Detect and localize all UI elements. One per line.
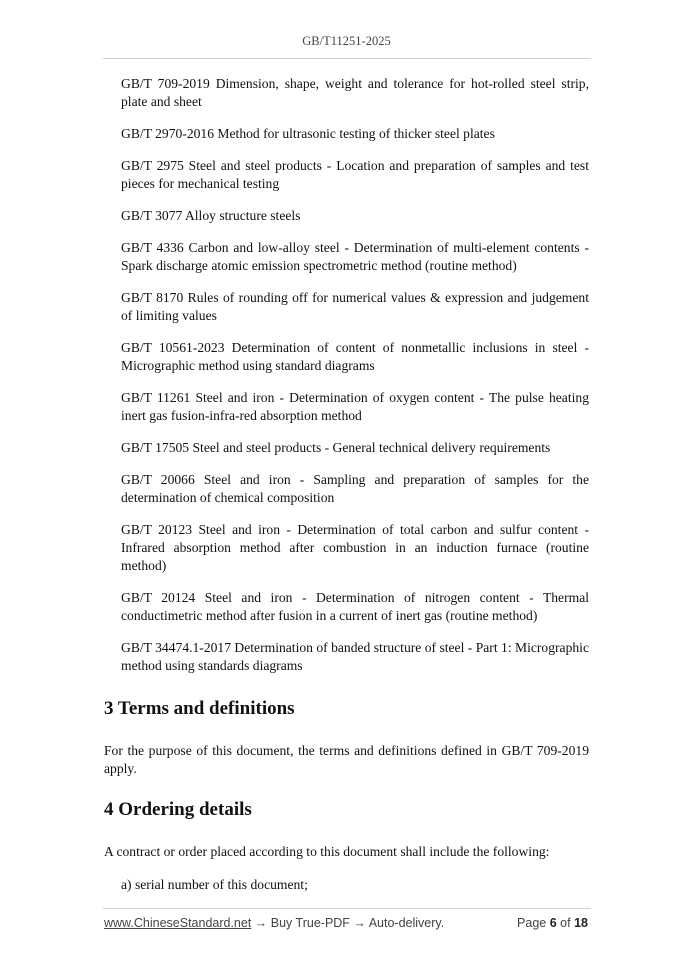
page-footer (104, 916, 588, 930)
reference-item: GB/T 709-2019 Dimension, shape, weight and tolerance for hot-rolled steel strip, plate and sheet (121, 76, 589, 109)
ordering-item-a: a) serial number of this document; (121, 877, 308, 892)
normative-references-list (121, 75, 589, 689)
footer-tagline: → Buy True-PDF → Auto-delivery. (251, 916, 445, 930)
page-word: Page (517, 916, 547, 930)
reference-item: GB/T 8170 Rules of rounding off for numerical values & expression and judgement of limiting values (121, 290, 589, 323)
reference-item: GB/T 34474.1-2017 Determination of banded structure of steel - Part 1: Micrographic method using standards diagrams (121, 640, 589, 673)
header-divider (103, 58, 591, 59)
total-pages-number: 18 (574, 916, 588, 930)
reference-item: GB/T 20066 Steel and iron - Sampling and preparation of samples for the determination of chemical composition (121, 472, 589, 505)
current-page-number: 6 (549, 916, 557, 930)
section-3-heading: 3 Terms and definitions (104, 698, 295, 719)
of-word: of (560, 916, 571, 930)
page-header: GB/T11251-2025 (302, 34, 391, 48)
section-3-paragraph: For the purpose of this document, the terms and definitions defined in GB/T 709-2019 apply. (104, 743, 589, 776)
section-4-heading: 4 Ordering details (104, 799, 252, 820)
section-4-paragraph: A contract or order placed according to this document shall include the following: (104, 844, 550, 859)
footer-promo (104, 916, 444, 930)
reference-item: GB/T 2970-2016 Method for ultrasonic testing of thicker steel plates (121, 126, 495, 141)
reference-item: GB/T 4336 Carbon and low-alloy steel - Determination of multi-element contents - Spark discharge atomic emission spectrometric method (routine method) (121, 240, 589, 273)
website-link[interactable]: www.ChineseStandard.net (104, 916, 252, 930)
reference-item: GB/T 20124 Steel and iron - Determination of nitrogen content - Thermal conductimetric method after fusion in a current of inert gas (routine method) (121, 590, 589, 623)
reference-item: GB/T 17505 Steel and steel products - General technical delivery requirements (121, 440, 551, 455)
reference-item: GB/T 11261 Steel and iron - Determination of oxygen content - The pulse heating inert gas fusion-infra-red absorption method (121, 390, 589, 423)
footer-divider (103, 908, 591, 909)
reference-item: GB/T 20123 Steel and iron - Determination of total carbon and sulfur content - Infrared absorption method after combustion in an induction furnace (routine method) (121, 522, 589, 573)
reference-item: GB/T 10561-2023 Determination of content of nonmetallic inclusions in steel - Micrographic method using standard diagrams (121, 340, 589, 373)
page-indicator (517, 916, 588, 930)
reference-item: GB/T 3077 Alloy structure steels (121, 208, 301, 223)
reference-item: GB/T 2975 Steel and steel products - Location and preparation of samples and test pieces for mechanical testing (121, 158, 589, 191)
